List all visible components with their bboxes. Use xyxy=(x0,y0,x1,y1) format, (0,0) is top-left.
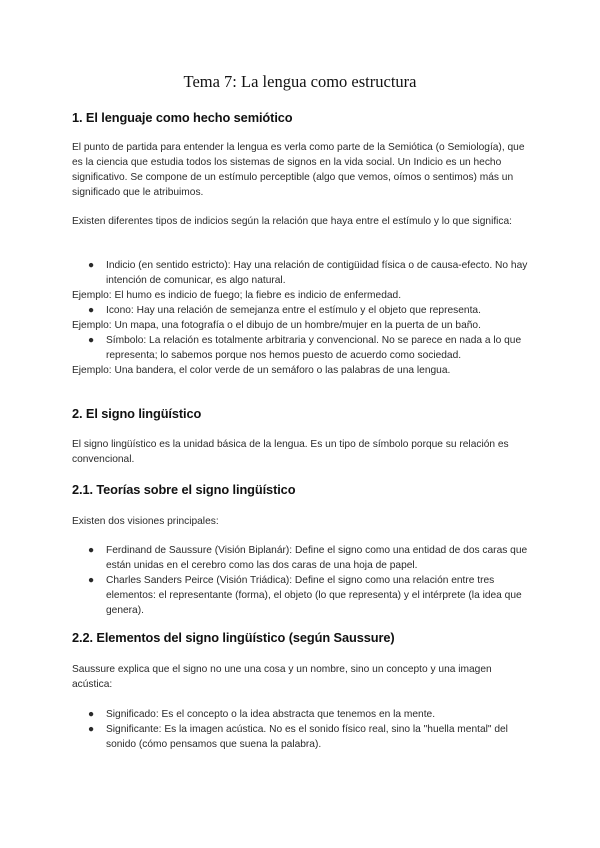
section-2-2-paragraph-1: Saussure explica que el signo no une una cosa y un nombre, sino un concepto y una imagen acústica: xyxy=(72,664,492,690)
page-title: Tema 7: La lengua como estructura xyxy=(183,72,417,91)
list-item xyxy=(72,258,530,288)
section-2-2-heading: 2.2. Elementos del signo lingüístico (según Saussure) xyxy=(72,630,395,645)
list-item xyxy=(72,543,530,573)
elements-list xyxy=(72,707,532,752)
bullet-icon: ● xyxy=(88,575,95,586)
list-item-text: Significado: Es el concepto o la idea abstracta que tenemos en la mente. xyxy=(106,709,436,720)
section-2-heading: 2. El signo lingüístico xyxy=(72,406,202,421)
list-item xyxy=(72,722,530,752)
list-item-text: Significante: Es la imagen acústica. No es el sonido físico real, sino la "huella mental" del sonido (cómo pensamos que suena la palabra). xyxy=(106,724,508,750)
list-item xyxy=(72,333,530,363)
section-1-heading: 1. El lenguaje como hecho semiótico xyxy=(72,110,293,125)
bullet-icon: ● xyxy=(88,545,95,556)
list-item xyxy=(72,573,530,618)
section-1-paragraph-2: Existen diferentes tipos de indicios según la relación que haya entre el estímulo y lo que significa: xyxy=(72,216,513,227)
list-item-text: Icono: Hay una relación de semejanza entre el estímulo y el objeto que representa. xyxy=(106,305,481,316)
bullet-icon: ● xyxy=(88,724,95,735)
list-item xyxy=(72,707,530,722)
section-2-paragraph-1: El signo lingüístico es la unidad básica de la lengua. Es un tipo de símbolo porque su relación es convencional. xyxy=(72,439,509,465)
section-2-1-paragraph-1: Existen dos visiones principales: xyxy=(72,516,219,527)
example-line: Ejemplo: Una bandera, el color verde de un semáforo o las palabras de una lengua. xyxy=(72,365,451,376)
theories-list xyxy=(72,543,532,618)
bullet-icon: ● xyxy=(88,260,95,271)
example-line: Ejemplo: Un mapa, una fotografía o el dibujo de un hombre/mujer en la puerta de un baño. xyxy=(72,320,481,331)
bullet-icon: ● xyxy=(88,305,95,316)
list-item-text: Símbolo: La relación es totalmente arbitraria y convencional. No se parece en nada a lo que representa; lo sabemos porque nos hemos puesto de acuerdo como sociedad. xyxy=(106,335,522,361)
list-item-text: Ferdinand de Saussure (Visión Biplanár): Define el signo como una entidad de dos caras que están unidas en el cerebro como las dos caras de una hoja de papel. xyxy=(106,545,528,571)
section-2-1-heading: 2.1. Teorías sobre el signo lingüístico xyxy=(72,482,296,497)
list-item-text: Charles Sanders Peirce (Visión Triádica): Define el signo como una relación entre tres elementos: el representante (forma), el objeto (lo que representa) y el intérprete (la idea que genera). xyxy=(106,575,522,616)
section-1-paragraph-1: El punto de partida para entender la lengua es verla como parte de la Semiótica (o Semiología), que es la ciencia que estudia todos los sistemas de signos en la vida social. Un Indicio es un hecho significativo. Se compone de un estímulo perceptible (algo que vemos, oímos o sentimos) más un significado que le atribuimos. xyxy=(72,142,525,198)
bullet-icon: ● xyxy=(88,335,95,346)
example-line: Ejemplo: El humo es indicio de fuego; la fiebre es indicio de enfermedad. xyxy=(72,290,402,301)
list-item-text: Indicio (en sentido estricto): Hay una relación de contigüidad física o de causa-efecto. No hay intención de comunicar, es algo natural. xyxy=(106,260,528,286)
indicio-types-list xyxy=(72,258,532,378)
list-item xyxy=(72,303,530,318)
bullet-icon: ● xyxy=(88,709,95,720)
